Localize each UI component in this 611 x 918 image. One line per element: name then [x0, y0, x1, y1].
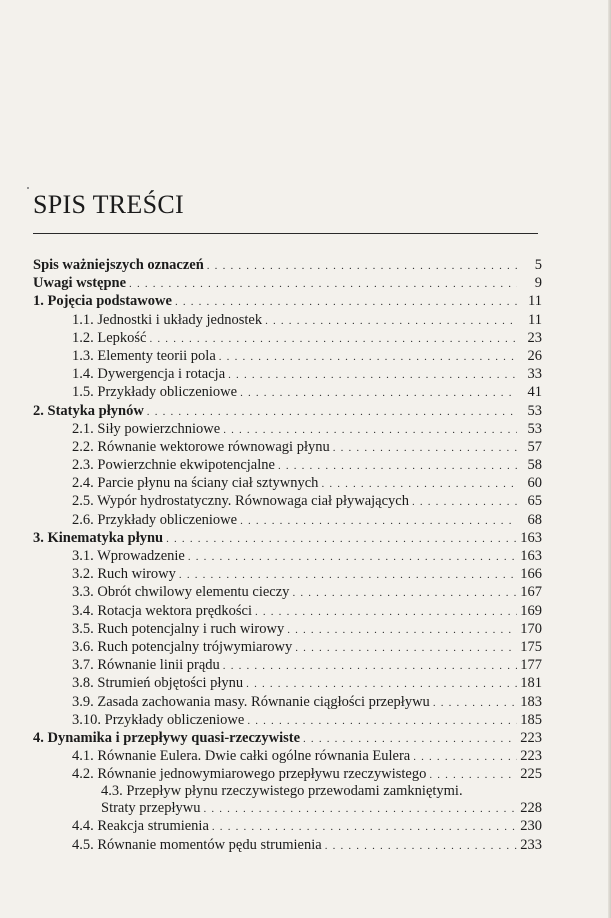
toc-entry-title: 3.9. Zasada zachowania masy. Równanie ciągłości przepływu [72, 693, 430, 710]
toc-section-entry [33, 800, 542, 817]
toc-entry-title: 4.3. Przepływ płynu rzeczywistego przewodami zamkniętymi. [101, 783, 463, 800]
dot-leader [287, 621, 517, 639]
toc-section-entry [33, 583, 542, 601]
toc-entry-title: 3.3. Obrót chwilowy elementu cieczy [72, 584, 290, 601]
toc-section-entry [33, 747, 542, 765]
toc-section-entry [33, 438, 542, 456]
dot-leader [247, 712, 517, 730]
toc-entry-title: 1.2. Lepkość [72, 329, 147, 346]
toc-page-number: 230 [520, 818, 542, 835]
dot-leader [207, 257, 517, 275]
toc-page-number: 11 [528, 311, 542, 328]
toc-entry-title: 1. Pojęcia podstawowe [33, 293, 172, 310]
dot-leader [433, 694, 517, 712]
toc-section-entry [33, 492, 542, 510]
toc-page-number: 41 [527, 384, 542, 401]
toc-section-entry [33, 783, 542, 800]
toc-entry-title: 2. Statyka płynów [33, 402, 144, 419]
toc-entry-title: 2.4. Parcie płynu na ściany ciał sztywnych [72, 475, 319, 492]
toc-entry-title: 1.5. Przykłady obliczeniowe [72, 384, 238, 401]
toc-section-entry [33, 365, 542, 383]
toc-entry-title: Straty przepływu [101, 800, 201, 817]
toc-chapter-entry [33, 292, 542, 310]
toc-page-number: 58 [527, 457, 542, 474]
toc-section-entry [33, 638, 542, 656]
toc-entry-title: 1.1. Jednostki i układy jednostek [72, 311, 263, 328]
dot-leader [278, 457, 517, 475]
dot-leader [412, 493, 517, 511]
toc-page-number: 185 [520, 711, 542, 728]
toc-entry-title: 4.2. Równanie jednowymiarowego przepływu rzeczywistego [72, 766, 427, 783]
toc-section-entry [33, 656, 542, 674]
toc-page-number: 183 [520, 693, 542, 710]
title-rule [33, 233, 538, 234]
toc-entry-title: 3.10. Przykłady obliczeniowe [72, 711, 245, 728]
dot-leader [265, 312, 517, 330]
toc-page-number: 225 [520, 766, 542, 783]
toc-entry-title: 3.6. Ruch potencjalny trójwymiarowy [72, 638, 293, 655]
toc-entry-title: 4. Dynamika i przepływy quasi-rzeczywiste [33, 729, 301, 746]
dot-leader [129, 275, 517, 293]
dot-leader [429, 766, 517, 784]
toc-section-entry [33, 420, 542, 438]
dot-leader [303, 730, 517, 748]
dot-leader [147, 403, 517, 421]
toc-section-entry [33, 311, 542, 329]
toc-page-number: 9 [534, 275, 542, 292]
toc-section-entry [33, 711, 542, 729]
table-of-contents [33, 256, 542, 854]
toc-page-number: 68 [527, 511, 542, 528]
dot-leader [223, 421, 517, 439]
toc-section-entry [33, 565, 542, 583]
toc-page-number: 60 [527, 475, 542, 492]
toc-entry-title: 3.7. Równanie linii prądu [72, 657, 220, 674]
toc-entry-title: 1.3. Elementy teorii pola [72, 347, 216, 364]
toc-entry-title: 2.2. Równanie wektorowe równowagi płynu [72, 438, 330, 455]
toc-entry-title: 3.8. Strumień objętości płynu [72, 675, 244, 692]
toc-section-entry [33, 620, 542, 638]
toc-section-entry [33, 817, 542, 835]
toc-entry-title: 3.1. Wprowadzenie [72, 548, 185, 564]
dot-leader [292, 584, 517, 602]
dot-leader [295, 639, 517, 657]
toc-section-entry [33, 456, 542, 474]
toc-section-entry [33, 836, 542, 854]
toc-page-number: 53 [527, 420, 542, 437]
toc-page-number: 53 [527, 402, 542, 419]
toc-page-number: 26 [527, 347, 542, 364]
dot-leader [333, 439, 517, 457]
dot-leader [223, 657, 517, 675]
toc-entry-title: Uwagi wstępne [33, 275, 127, 292]
toc-entry-title: 4.5. Równanie momentów pędu strumienia [72, 836, 322, 853]
toc-section-entry [33, 674, 542, 692]
toc-page-number: 163 [520, 529, 542, 546]
toc-section-entry [33, 547, 542, 565]
toc-chapter-entry [33, 402, 542, 420]
toc-page-number: 5 [534, 257, 542, 273]
toc-entry-title: Spis ważniejszych oznaczeń [33, 257, 204, 273]
toc-page-number: 57 [527, 438, 542, 455]
dot-leader [188, 548, 517, 566]
toc-section-entry [33, 511, 542, 529]
dot-leader [175, 293, 517, 311]
toc-page-number: 228 [520, 800, 542, 817]
toc-entry-title: 2.3. Powierzchnie ekwipotencjalne [72, 457, 275, 474]
toc-chapter-entry [33, 529, 542, 547]
dot-leader [255, 603, 517, 621]
dot-leader [150, 330, 518, 348]
dot-leader [166, 530, 517, 548]
toc-section-entry [33, 474, 542, 492]
dot-leader [240, 384, 517, 402]
toc-chapter-entry [33, 729, 542, 747]
dot-leader [413, 748, 517, 766]
toc-page-number: 167 [520, 584, 542, 601]
dot-leader [212, 818, 517, 836]
toc-page-number: 166 [520, 566, 542, 583]
toc-section-entry [33, 347, 542, 365]
toc-page-number: 170 [520, 620, 542, 637]
toc-page-number: 177 [520, 657, 542, 674]
toc-page-number: 233 [520, 836, 542, 853]
toc-section-entry [33, 765, 542, 783]
toc-chapter-entry [33, 274, 542, 292]
toc-section-entry [33, 329, 542, 347]
toc-entry-title: 4.1. Równanie Eulera. Dwie całki ogólne równania Eulera [72, 748, 411, 765]
toc-page-number: 181 [520, 675, 542, 692]
toc-section-entry [33, 602, 542, 620]
toc-section-entry [33, 383, 542, 401]
toc-page-number: 65 [527, 493, 542, 510]
toc-page-number: 175 [520, 638, 542, 655]
toc-entry-title: 2.5. Wypór hydrostatyczny. Równowaga ciał pływających [72, 493, 409, 510]
dot-leader [240, 512, 517, 530]
toc-page-number: 33 [527, 366, 542, 383]
toc-entry-title: 4.4. Reakcja strumienia [72, 818, 209, 835]
toc-chapter-entry [33, 256, 542, 274]
dot-leader [219, 348, 517, 366]
toc-entry-title: 3.4. Rotacja wektora prędkości [72, 602, 252, 619]
dot-leader [246, 675, 517, 693]
toc-section-entry [33, 693, 542, 711]
dot-leader [179, 566, 517, 584]
toc-entry-title: 3.5. Ruch potencjalny i ruch wirowy [72, 620, 285, 637]
scan-speck [27, 187, 29, 189]
toc-page-number: 223 [520, 748, 542, 765]
toc-entry-title: 3. Kinematyka płynu [33, 529, 164, 546]
dot-leader [321, 475, 517, 493]
toc-page-number: 223 [520, 729, 542, 746]
dot-leader [228, 366, 517, 384]
toc-entry-title: 1.4. Dywergencja i rotacja [72, 366, 226, 383]
toc-page-number: 169 [520, 602, 542, 619]
toc-entry-title: 2.6. Przykłady obliczeniowe [72, 511, 238, 528]
toc-entry-title: 2.1. Siły powierzchniowe [72, 420, 221, 437]
toc-page-number: 11 [528, 293, 542, 310]
page-title: SPIS TREŚCI [33, 190, 184, 219]
dot-leader [325, 837, 517, 855]
dot-leader [203, 801, 517, 818]
toc-page-number: 163 [520, 548, 542, 564]
toc-entry-title: 3.2. Ruch wirowy [72, 566, 176, 583]
toc-page-number: 23 [527, 329, 542, 346]
